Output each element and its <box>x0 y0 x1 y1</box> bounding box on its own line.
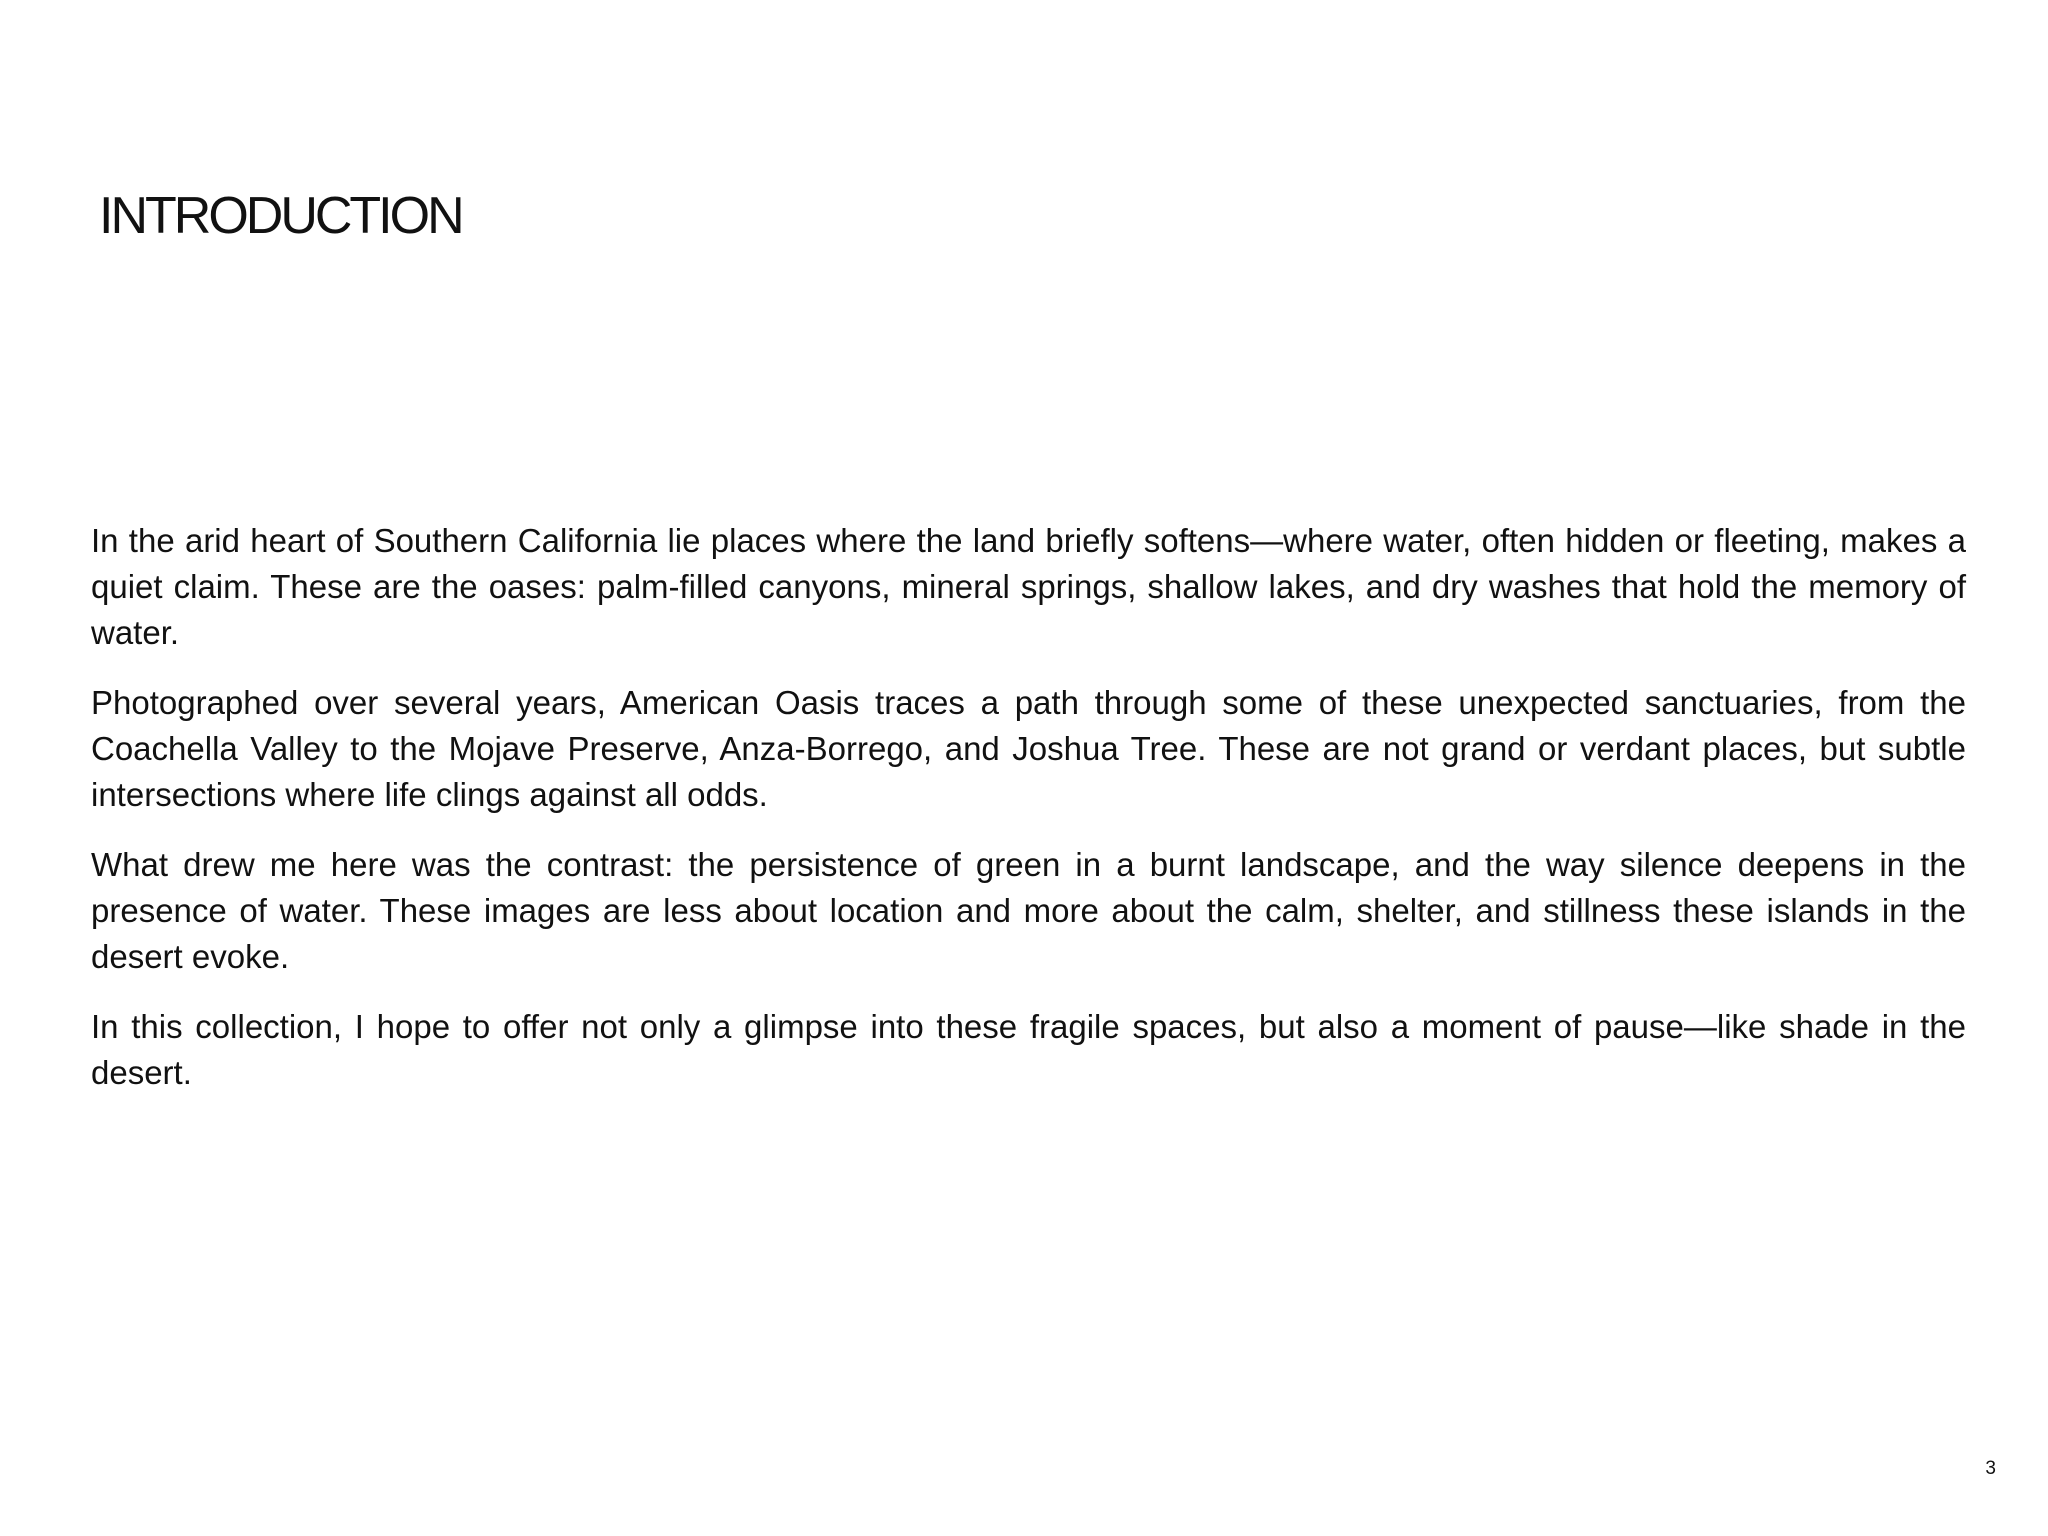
paragraph-1: In the arid heart of Southern California lie places where the land briefly softens—where water, often hidden or fleeting, makes a quiet claim. These are the oases: palm-filled canyons, mineral springs, shallow lakes, and dry washes that hold the memory of water. <box>91 522 1966 651</box>
introduction-body <box>91 518 1966 1120</box>
paragraph-4: In this collection, I hope to offer not only a glimpse into these fragile spaces, but also a moment of pause—like shade in the desert. <box>91 1008 1966 1091</box>
paragraph-3: What drew me here was the contrast: the persistence of green in a burnt landscape, and the way silence deepens in the presence of water. These images are less about location and more about the calm, shelter, and stillness these islands in the desert evoke. <box>91 846 1966 975</box>
page-title: INTRODUCTION <box>99 187 462 245</box>
paragraph-2: Photographed over several years, American Oasis traces a path through some of these unexpected sanctuaries, from the Coachella Valley to the Mojave Preserve, Anza-Borrego, and Joshua Tree. These are not grand or verdant places, but subtle intersections where life clings against all odds. <box>91 684 1966 813</box>
page-number: 3 <box>1985 1458 1996 1479</box>
